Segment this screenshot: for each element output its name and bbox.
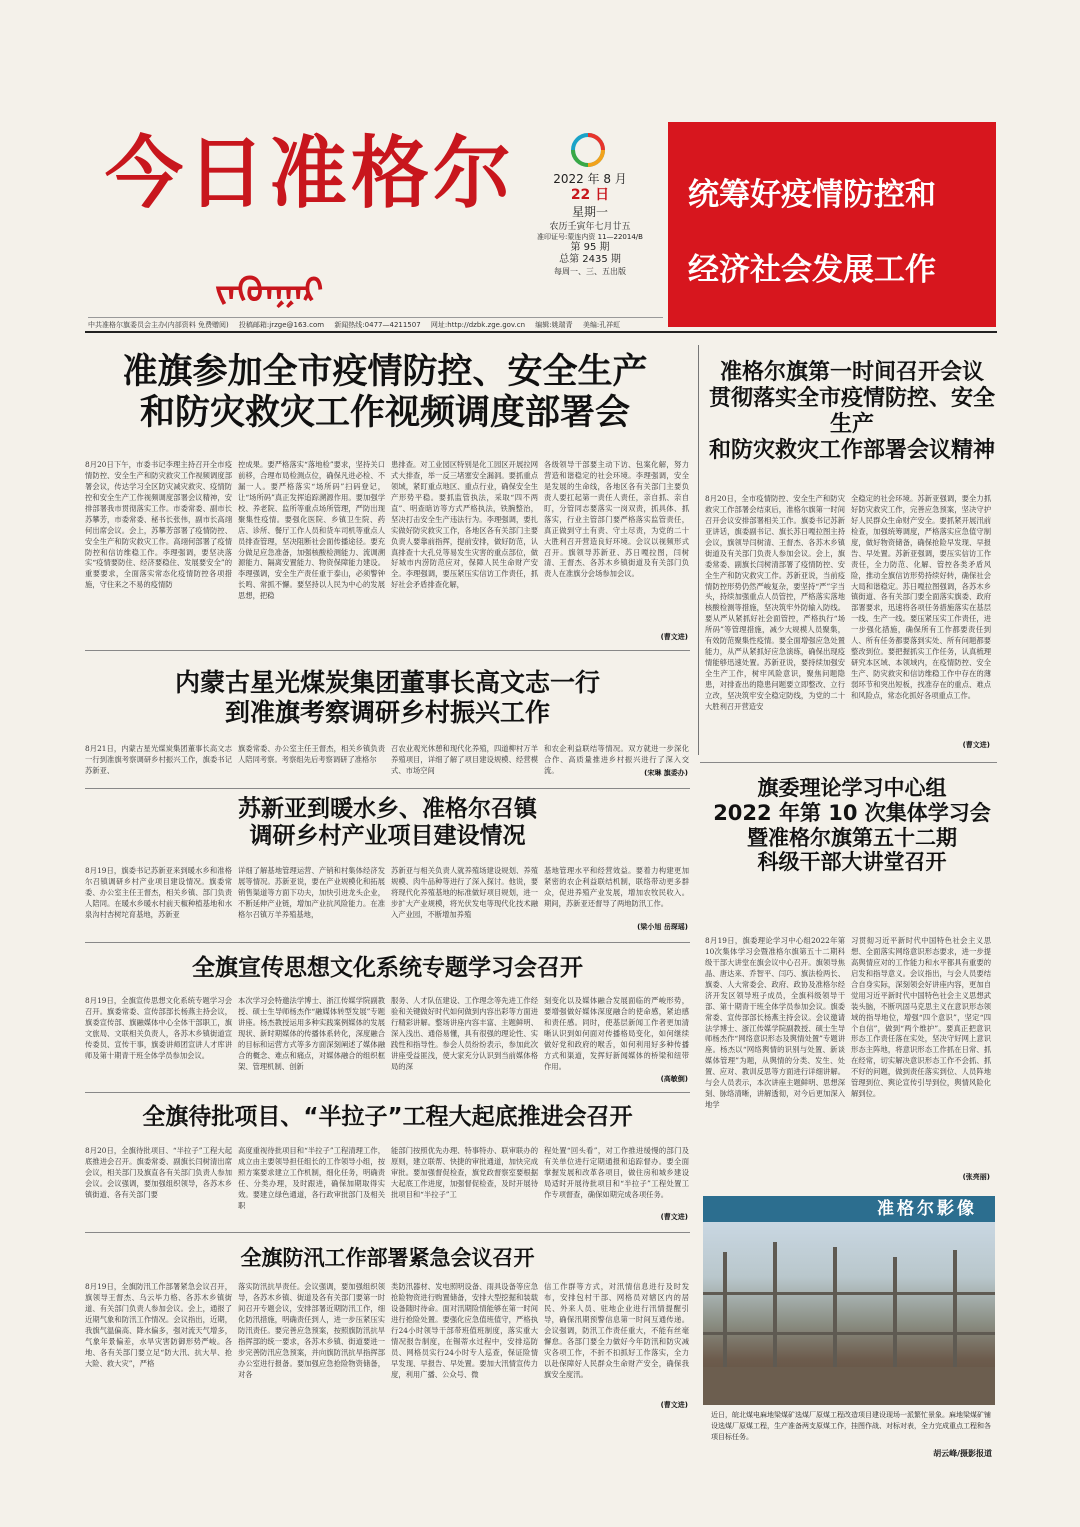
article-8-col-4: 信工作群等方式，对汛情信息进行及时发布，安排包村干部、网格员对辖区内的居民、外来人员、驻地企业进行汛情提醒引导，确保汛期预警信息第一时间互通传递。会议强调，防汛工作责任重大，不能有丝毫懈怠。各部门要全力做好今年防汛和防灾减灾各项工作，不折不扣抓好工作落实，全力以赴保障好人民群众生命财产安全，确保我旗安全度汛。 (544, 1282, 689, 1379)
article-2-headline-line-3: 和防灾救灾工作部署会议精神 (708, 437, 995, 463)
article-5-col-2: 习贯彻习近平新时代中国特色社会主义思想、全面落实网络意识形态要求，进一步提高舆情应对的工作能力和水平都具有重要的启发和指导意义。会议指出，与会人员要结合自身实际，深刻领会好讲座内容，更加自觉用习近平新时代中国特色社会主义思想武装头脑，不断巩固马克思主义在意识形态领域的指导地位，增强“四个意识”，坚定“四个自信”，做到“两个维护”。要真正把意识形态工作责任落在实处，坚决守好网上意识形态主阵地，将意识形态工作抓在日常、抓在经常，切实解决意识形态工作不会抓、抓不好的问题，做到责任落实到位、人员阵地管理到位、舆论宣传引导到位，舆情风险化解到位。 (851, 936, 991, 1099)
article-1-byline: (曹文进) (660, 633, 688, 641)
section-divider (85, 1092, 690, 1093)
article-2-col-1: 8月20日，全市疫情防控、安全生产和防灾救灾工作部署会结束后，准格尔旗第一时间召开会议安排部署相关工作。旗委书记苏新亚讲话，旗委副书记、旗长苏日嘎拉图主持会议，旗领导闫树清、王督杰、各苏木乡镇街道及有关部门负责人参加会议。会上，旗委常委、副旗长闫树清部署了疫情防控、安全生产和防灾救灾工作。苏新亚说，当前疫情防控形势仍然严峻复杂，要坚持“严”字当头，持续加强重点人员管控，严格落实落地核酸检测等措施，坚决筑牢外防输入防线。要从严从紧抓好社会面管控，严格执行“场所码”等管理措施，减少大规模人员聚集，有效防范聚集性疫情。要全面增强应急处置能力，从严从紧抓好应急演练，确保出现疫情能够迅速处置。苏新亚说，要持续加强安全生产工作，树牢风险意识，聚焦问题隐患，对排查出的隐患问题要立即整改、立行立改，坚决筑牢安全稳定防线，为党的二十大胜利召开营造安 (705, 494, 845, 711)
issue-number: 第 95 期 (570, 241, 610, 253)
article-4-headline-line-1: 苏新亚到暖水乡、准格尔召镇 (238, 796, 537, 822)
news-hotline: 新闻热线:0477—4211507 (334, 321, 421, 329)
article-3-byline: (宋琳 旗委办) (644, 769, 688, 777)
article-4-byline: (梁小旭 岳琛瑶) (637, 923, 688, 931)
article-7-col-3: 能部门按照优先办理、特事特办、联审联办的原则，建立联帮、快捷的审批通道，加快完成审批。要加强督促检查，旗党政督察室要根据大起底工作进度，加强督促检查，及时开展待批项目和“半拉子”工 (391, 1146, 538, 1199)
slogan-line-2: 经济社会发展工作 (688, 252, 936, 288)
date-year-month: 2022 年 8 月 (553, 172, 627, 186)
article-7-headline: 全旗待批项目、“半拉子”工程大起底推进会召开 (142, 1104, 633, 1130)
article-3-col-3: 召农业观光休憩和现代化养殖，四道柳村万羊养殖项目，详细了解了项目建设规模、经营模式、市场空间 (391, 744, 538, 775)
photo-credit: 胡云峰/摄影报道 (933, 1449, 992, 1458)
article-4-col-2: 详细了解基地管理运营、产销和村集体经济发展等情况。苏新亚说，要在产业规模化和拓展销售渠道等方面下功夫，加快引进龙头企业，不断延伸产业链，增加产业抗风险能力。在准格尔召镇万羊养殖基地， (238, 866, 385, 919)
lunar-date: 农历壬寅年七月廿五 (549, 221, 631, 232)
article-2-headline-line-2: 贯彻落实全市疫情防控、安全生产 (708, 385, 995, 437)
newspaper-logo-icon (571, 133, 605, 167)
article-6-col-1: 8月19日，全旗宣传思想文化系统专题学习会召开。旗委常委、宣传部部长杨燕主持会议，旗委宣传部、旗融媒体中心全体干部职工，旗文旅局、文联相关负责人，各苏木乡镇街道宣传委员、宣传干事，旗委讲师团宣讲人才库讲师及第十期青干班全体学员参加会议。 (85, 996, 232, 1060)
masthead-divider (85, 331, 997, 333)
article-3-headline-line-2: 到准旗考察调研乡村振兴工作 (224, 697, 550, 727)
section-divider (85, 942, 690, 943)
total-issue-number: 总第 2435 期 (559, 254, 621, 265)
article-3-col-2: 旗委常委、办公室主任王督杰，相关乡镇负责人陪同考察。考察组先后考察调研了准格尔 (238, 744, 385, 764)
section-divider (85, 788, 690, 789)
article-6-col-2: 本次学习会特邀法学博士、浙江传媒学院副教授、硕士生导师杨杰作“融媒体转型发展”专题讲座。杨杰教授运用多种实践案例媒体的发展现状、新时期媒体的传播体系转化，深度融合的目标和运营方式等多方面深刻阐述了媒体融合的概念、难点和痛点，对媒体融合的组织框架、管理机制、创新 (238, 996, 385, 1071)
article-6-col-3: 服务、人才队伍建设、工作理念等先进工作经验和关键做好时代如何做到内容出彩等方面进行精彩讲解。整场讲座内容丰富、主题鲜明、深入浅出、通俗易懂，具有很强的理论性、实践性和指导性。参会人员纷纷表示，参加此次讲座受益匪浅，使大家充分认识到当前媒体格局的深 (391, 996, 538, 1071)
section-divider (85, 1232, 690, 1233)
article-3-headline-line-1: 内蒙古星光煤炭集团董事长高文志一行 (174, 668, 600, 697)
article-2-headline-line-1: 准格尔旗第一时间召开会议 (719, 360, 984, 385)
section-divider (85, 650, 690, 651)
slogan-line-1: 统筹好疫情防控和 (688, 177, 936, 213)
article-1-headline-line-1: 准旗参加全市疫情防控、安全生产 (122, 352, 648, 392)
article-5-col-1: 8月19日，旗委理论学习中心组2022年第10次集体学习会暨准格尔旗第五十二期科级干部大讲堂在旗会议中心召开。旗领导焦晶、唐达来、乔智平、闫巧、旗法检两长、旗委、人大常委会、政府、政协及准格尔经济开发区领导班子成员，全旗科级领导干部、第十期青干班全体学员参加会议。旗委常委、宣传部部长杨燕主持会议。会议邀请法学博士、浙江传媒学院副教授、硕士生导师杨杰作“网络意识形态及舆情处置”专题讲座。杨杰以“网络舆情的识别与处置、新谈媒体管理”为题，从舆情的分类、发生、处置、应对、教训反思等方面进行详细讲解。与会人员表示，本次讲座主题鲜明、思想深刻、脉络清晰，讲解透彻，对今后更加深入地学 (705, 936, 845, 1110)
website-link[interactable]: 网址:http://dzbk.zge.gov.cn (430, 321, 526, 329)
newspaper-title: 今日准格尔 (105, 128, 516, 219)
article-7-col-4: 程处置“回头看”，对工作推进缓慢的部门及有关单位进行定期通报和追踪督办。要全面掌握发展和改革各项目，做住房和城乡建设局适时开展待批项目和“半拉子”工程处置工作专项督查，确保如期完成各项任务。 (544, 1146, 689, 1199)
slogan-banner (668, 122, 996, 327)
article-1-headline (80, 352, 690, 435)
article-7-col-1: 8月20日，全旗待批项目、“半拉子”工程大起底推进会召开。旗委常委、副旗长闫树清出席会议，相关部门及旗直各有关部门负责人参加会议。会议强调，要加强组织领导，各苏木乡镇街道、各有关部门要 (85, 1146, 232, 1199)
info-bar (88, 317, 663, 330)
designer-credit: 美编:孔祥虹 (582, 321, 621, 329)
article-4-headline (85, 796, 690, 850)
article-8-col-2: 落实防汛抗旱责任。会议强调，要加强组织领导，各苏木乡镇、街道及各有关部门要第一时间召开专题会议，安排部署近期防汛工作，细化防汛措施，明确责任到人，进一步压紧压实防汛责任。要完善应急预案，按照旗防汛抗旱指挥部的统一要求，各苏木乡镇、街道要进一步完善防汛应急预案，并向旗防汛抗旱指挥部办公室进行报备。要加强应急抢险物资储备，对各 (238, 1282, 385, 1379)
article-4-col-1: 8月19日，旗委书记苏新亚来到暖水乡和准格尔召镇调研乡村产业项目建设情况。旗委常委、办公室主任王督杰，相关乡镇、部门负责人陪同。在暖水乡暖水村前天椒种植基地和水泉沟村杏树坨育基地，苏新亚 (85, 866, 232, 919)
editor-credit: 编辑:姚瑞青 (535, 321, 573, 329)
weekday: 星期一 (571, 204, 608, 219)
article-4-col-4: 基地管理水平和经营效益。要着力构建更加紧密的农企利益联结机制，联络带动更多群众，促进养殖产业发展，增加农牧民收入。期间，苏新亚还督导了两地防汛工作。 (544, 866, 689, 908)
article-5-headline-line-4: 科级干部大讲堂召开 (757, 850, 947, 875)
article-6-col-4: 刻变化以及媒体融合发展面临的严峻形势，要增强做好媒体深度融合的使命感，紧迫感和责任感。同时，使基层新闻工作者更加清晰认识到如何面对传播格局变化，如何继续做好党和政府的喉舌，如何利用好多种传播方式和渠道，发挥好新闻媒体的桥梁和纽带作用。 (544, 996, 689, 1071)
article-1-headline-line-2: 和防灾救灾工作视频调度部署会 (139, 393, 630, 434)
mongolian-title: ᠵᠡᠭᠦᠨᠭᠠᠷ (215, 271, 324, 311)
article-1-col-3: 患排查。对工业园区特别是化工园区开展拉网式大排查，举一反三堵塞安全漏洞。要抓重点领域，紧盯重点地区、重点行业，确保安全生产形势平稳。要抓监管执法，采取“四不两直”、明查暗访等方式严格执法，铁腕整治，坚决打击安全生产违法行为。李理强调，要扎实做好防灾救灾工作，各地区各有关部门主要负责人要靠前指挥，提前安排，做好防范，认真排查十大孔兑等易发生灾害的重点部位，做好城市内涝防范应对，保障人民生命财产安全。李理强调，要压紧压实信访工作责任，抓好社会矛盾排查化解， (391, 460, 538, 590)
publisher-info: 中共准格尔旗委员会主办(内部资料 免费赠阅) (88, 321, 229, 329)
article-2-headline (704, 360, 1000, 464)
article-1-col-4: 各级领导干部要主动下访、包案化解，努力营造和谐稳定的社会环境。李理强调，安全是发展的生命线，各地区各有关部门主要负责人要扛起第一责任人责任，亲自抓、亲自盯，分管同志要落实一岗双责，抓具体、抓落实，行业主管部门要严格落实监管责任，真正做到守土有责、守土尽责，为党的二十大胜利召开营造良好环境。会议以视频形式召开。旗领导苏新亚、苏日嘎拉图，闫树清、王督杰、各苏木乡镇街道及有关部门负责人在准旗分会场参加会议。 (544, 460, 689, 579)
article-2-col-2: 全稳定的社会环境。苏新亚强调，要全力抓好防灾救灾工作，完善应急预案，坚决守护好人民群众生命财产安全。要抓紧开展汛前检查，加强统筹调度，严格落实应急值守制度，做好物资储备，确保抢险早发现、早报告、早处置。苏新亚强调，要压实信访工作责任，全力防范、化解、管控各类矛盾风险，推动全旗信访形势持续好转，确保社会大局和谐稳定。苏日嘎拉图强调，各苏木乡镇街道、各有关部门要全面落实旗委、政府部署要求，迅速将各项任务措施落实在基层一线、生产一线。要压紧压实工作责任，进一步强化措施，确保所有工作都要责任到人、所有任务都要落到实处、所有问题都要整改到位。要把握抓实工作任务，认真梳理研究本区域、本领域内，在疫情防控、安全生产、防灾救灾和信访维稳工作中存在的薄弱环节和突出短板，找准存在的重点、难点和风险点，常态化抓好各项重点工作。 (851, 494, 991, 700)
article-3-col-4: 和农企利益联结等情况。双方就进一步深化合作、高质量推进乡村振兴进行了深入交流。 (544, 744, 689, 775)
article-5-headline-line-2: 2022 年第 10 次集体学习会 (713, 800, 991, 825)
article-7-col-2: 高度重视待批项目和“半拉子”工程清理工作，成立由主要领导担任组长的工作领导小组，按照方案要求建立工作机制，细化任务，明确责任、分类办理，及时跟进，确保加期取得实效。要建立绿色通道，各行政审批部门及相关职 (238, 1146, 385, 1210)
article-8-col-1: 8月19日，全旗防汛工作部署紧急会议召开，旗领导王督杰、乌云毕力格、各苏木乡镇街道、有关部门负责人参加会议。会上，通报了近期气象和防汛工作情况。会议指出，近期，我旗气温偏高、降水偏多，强对流天气增多，气象年景偏差，水旱灾害防御形势严峻。各地、各有关部门要立足“防大汛、抗大旱、抢大险、救大灾”，严格 (85, 1282, 232, 1368)
article-3-col-1: 8月21日，内蒙古星光煤炭集团董事长高文志一行到准旗考察调研乡村振兴工作，旗委书记苏新亚、 (85, 744, 232, 775)
article-1-col-2: 控成果。要严格落实“落地检”要求，坚持关口前移，合理布局检测点位，确保凡进必检、不漏一人。要严格落实“场所码”扫码登记，让“场所码”真正发挥追踪溯源作用。要加强学校、养老院、监所等重点场所管理，严防出现聚集性疫情。要强化医院、乡镇卫生院、药店、诊所、餐厅工作人员和货车司机等重点人员排查管理，坚决阻断社会面传播途径。要充分做足应急准备，加强核酸检测能力、流调溯源能力、隔离安置能力、物资保障能力建设。李理强调，安全生产责任重于泰山，必须警钟长鸣、常抓不懈。要坚持以人民为中心的发展思想，把稳 (238, 460, 385, 601)
publication-frequency: 每周一、三、五出版 (554, 266, 626, 276)
article-1-col-1: 8月20日下午，市委书记李理主持召开全市疫情防控、安全生产和防灾救灾工作视频调度部署会议，传达学习全区防灾减灾救灾、疫情防控和安全生产工作视频调度部署会议精神，安排部署我市贯彻落实工作。市委常委、副市长苏攀芳，市委常委、秘书长张伟，副市长高翊何出席会议。会上，苏攀芳部署了疫情防控、安全生产和防灾救灾工作。高翊何部署了疫情防控和信访维稳工作。李理强调，要坚决落实“疫情要防住、经济要稳住、发展要安全”的重要要求，全面落实常态化疫情防控各项措施，守住来之不易的疫情防 (85, 460, 232, 590)
article-5-headline-line-1: 旗委理论学习中心组 (757, 776, 947, 800)
section-divider (700, 762, 997, 763)
construction-site-photo (703, 1222, 995, 1405)
article-6-headline: 全旗宣传思想文化系统专题学习会召开 (192, 955, 583, 981)
article-5-headline-line-3: 暨准格尔旗第五十二期 (747, 825, 957, 850)
article-7-byline: (曹文进) (660, 1213, 688, 1221)
article-8-col-3: 类防汛器材、发电照明设备、雨具设备等应急抢险物资进行购置储备，安排大型挖掘和装载设备随时待命。面对汛期险情能够在第一时间进行抢险处置。要强化应急值班值守，严格执行24小时领导干部带班值班制度，落实重大情况报告制度，在锡蒂水过程中，安排巡防员、网格员实行24小时专人巡查，保证险情早发现、早报告、早处置。要加大汛情宣传力度，利用广播、公众号、微 (391, 1282, 538, 1379)
permit-number: 准印证号:蒙连内资 11—22014/B (537, 232, 643, 241)
date-block (535, 172, 645, 277)
photo-section-label: 准格尔影像 (703, 1196, 995, 1222)
submission-email: 投稿邮箱:jrzge@163.com (238, 321, 325, 329)
article-2-byline: (曹文进) (962, 741, 990, 749)
article-8-byline: (曹文进) (660, 1401, 688, 1409)
article-3-headline (85, 668, 690, 727)
date-day: 22 日 (570, 187, 610, 203)
photo-caption: 近日，皖北煤电麻地梁煤矿选煤厂原煤工程改造项目建设现场一派繁忙景象。麻地梁煤矿铺设选煤厂原煤工程，生产准备两支原煤工作，挂图作战、对标对表，全力完成重点工程和各项目标任务。 (711, 1411, 991, 1441)
article-5-headline (704, 776, 1000, 875)
article-5-byline: (张亮丽) (962, 1173, 990, 1181)
article-8-headline: 全旗防汛工作部署紧急会议召开 (240, 1246, 535, 1270)
article-6-byline: (高敏倒) (660, 1075, 688, 1083)
column-divider (698, 345, 699, 755)
article-4-col-3: 苏新亚与相关负责人就养殖场建设规划、养殖规模、肉牛品种等进行了深入探讨。他说，要将现代化养殖基地的标准做好项目规划，进一步扩大产业规模，将光伏发电等现代化技术融入产业园，不断增加养殖 (391, 866, 538, 919)
article-4-headline-line-2: 调研乡村产业项目建设情况 (249, 823, 526, 850)
